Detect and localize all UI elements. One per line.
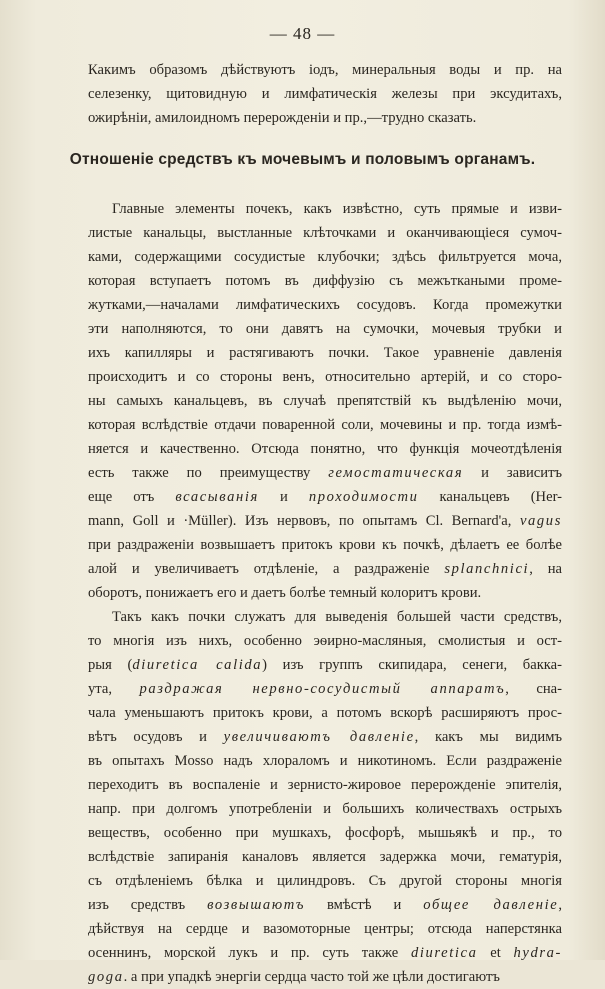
text-segment: няется и качественно. Отсюда понятно, что функція мочеотдѣленія	[88, 441, 562, 457]
text-segment: которая вслѣдствіе отдачи поваренной соли, мочевины и пр. тогда измѣ-	[88, 417, 562, 433]
text-segment: происходитъ и со стороны венъ, относительно артерій, и со сторо-	[88, 369, 562, 385]
text-segment: то многія изъ нихъ, особенно эѳирно-масляныя, смолистыя и ост-	[88, 633, 562, 649]
emphasized-text: splanchnici	[444, 561, 530, 577]
text-line	[88, 725, 562, 749]
text-segment: эти наполняются, то они давятъ на сумочки, мочевыя трубки и	[88, 321, 562, 337]
text-segment: въ опытахъ Mosso надъ хлораломъ и никотиномъ. Если раздраженіе	[88, 753, 562, 769]
text-line: ожирѣніи, амилоидномъ перерожденіи и пр.,—трудно сказать.	[88, 110, 477, 126]
text-segment: вмѣстѣ и	[305, 897, 424, 913]
text-line	[88, 437, 562, 461]
text-line: Какимъ образомъ дѣйствуютъ іодъ, минеральныя воды и пр. на	[88, 62, 562, 78]
text-segment: ) изъ группъ скипидара, сенеги, бакка-	[262, 657, 562, 673]
text-segment: ута,	[88, 681, 140, 697]
text-line	[88, 749, 562, 773]
text-line	[88, 461, 562, 485]
text-segment: et	[477, 945, 514, 961]
text-segment: осеннинъ, морской лукъ и пр. суть также	[88, 945, 411, 961]
text-line	[88, 773, 562, 797]
intro-paragraph	[88, 58, 562, 130]
body-text	[88, 197, 562, 989]
text-line	[88, 701, 562, 725]
text-line	[88, 317, 562, 341]
text-segment: Такъ какъ почки служатъ для выведенія большей части средствъ,	[112, 609, 562, 625]
text-segment: переходитъ въ воспаленіе и зернисто-жировое перерожденіе эпителія,	[88, 777, 562, 793]
text-segment: веществъ, особенно при мушкахъ, фосфорѣ, мышьякѣ и пр., то	[88, 825, 562, 841]
text-segment: канальцевъ (Her-	[418, 489, 562, 505]
text-line	[88, 221, 562, 245]
text-segment: mann, Goll и ·Müller). Изъ нервовъ, по опытамъ Cl. Bernard'a,	[88, 513, 520, 529]
text-segment: есть также по преимуществу	[88, 465, 329, 481]
emphasized-text: hydra-	[513, 945, 562, 961]
text-line	[88, 293, 562, 317]
emphasized-text: увеличиваютъ давленіе	[223, 729, 415, 745]
text-line	[88, 605, 562, 629]
text-segment: , сна-	[505, 681, 562, 697]
section-heading: Отношеніе средствъ къ мочевымъ и половымъ органамъ.	[69, 151, 536, 168]
text-segment: оборотъ, понижаетъ его и даетъ болѣе темный колоритъ крови.	[88, 585, 482, 601]
text-line	[88, 269, 562, 293]
text-line	[88, 677, 562, 701]
text-segment: еще отъ	[88, 489, 176, 505]
text-segment: . а при упадкѣ энергіи сердца часто той же цѣли достигаютъ	[123, 969, 500, 985]
text-segment: напр. при долгомъ употребленіи и большихъ количествахъ острыхъ	[88, 801, 562, 817]
text-segment: ,	[558, 897, 562, 913]
text-segment: Главные элементы почекъ, какъ извѣстно, суть прямые и изви-	[112, 201, 562, 217]
text-segment: дѣйствуя на сердце и вазомоторные центры; отсюда наперстянка	[88, 921, 562, 937]
text-segment: чала уменьшаютъ притокъ крови, а потомъ вскорѣ расширяютъ прос-	[88, 705, 562, 721]
text-line	[88, 893, 562, 917]
text-segment: которая вступаетъ потомъ въ диффузію съ межъткаными проме-	[88, 273, 562, 289]
text-line	[88, 509, 562, 533]
text-line	[88, 533, 562, 557]
text-line	[88, 485, 562, 509]
text-line	[88, 965, 562, 989]
text-segment: , какъ мы видимъ	[414, 729, 562, 745]
emphasized-text: goga	[88, 969, 124, 985]
text-line	[88, 413, 562, 437]
text-segment: ны самыхъ канальцевъ, въ случаѣ препятствій къ выдѣленію мочи,	[88, 393, 562, 409]
text-line	[88, 245, 562, 269]
text-line	[88, 653, 562, 677]
emphasized-text: гемостатическая	[328, 465, 464, 481]
text-segment: рыя (	[88, 657, 133, 673]
text-line	[88, 341, 562, 365]
text-line	[88, 629, 562, 653]
emphasized-text: общее давленіе	[423, 897, 559, 913]
emphasized-text: vagus	[519, 513, 562, 529]
emphasized-text: всасыванія	[175, 489, 259, 505]
text-line	[88, 365, 562, 389]
emphasized-text: раздражая нервно-сосудистый аппаратъ	[139, 681, 506, 697]
page-number: — 48 —	[269, 24, 336, 43]
text-segment: алой и увеличиваетъ отдѣленіе, а раздраженіе	[88, 561, 445, 577]
text-line	[88, 581, 562, 605]
text-line: селезенку, щитовидную и лимфатическія железы при эксудитахъ,	[88, 86, 562, 102]
text-segment: вслѣдствіе запиранія каналовъ является задержка мочи, гематурія,	[88, 849, 562, 865]
text-line	[88, 869, 562, 893]
text-line	[88, 845, 562, 869]
text-segment: листые канальцы, выстланные клѣточками и оканчивающіеся сумоч-	[88, 225, 562, 241]
text-line	[88, 821, 562, 845]
text-line	[88, 941, 562, 965]
text-line	[88, 557, 562, 581]
text-segment: , на	[529, 561, 562, 577]
text-segment: вѣтъ осудовъ и	[88, 729, 224, 745]
emphasized-text: diuretica	[410, 945, 478, 961]
text-segment: при раздраженіи возвышаетъ притокъ крови къ почкѣ, дѣлаетъ ее болѣе	[88, 537, 562, 553]
text-segment: ихъ капилляры и растягиваютъ почки. Такое уравненіе давленія	[88, 345, 562, 361]
text-segment: и зависитъ	[463, 465, 562, 481]
text-segment: съ отдѣленіемъ бѣлка и цилиндровъ. Съ другой стороны многія	[88, 873, 562, 889]
emphasized-text: возвышаютъ	[207, 897, 306, 913]
text-segment: жутками,—началами лимфатическихъ сосудовъ. Когда промежутки	[88, 297, 562, 313]
text-line	[88, 197, 562, 221]
text-line	[88, 917, 562, 941]
text-segment: изъ средствъ	[88, 897, 208, 913]
text-segment: ками, содержащими сосудистые клубочки; здѣсь фильтруется моча,	[88, 249, 562, 265]
emphasized-text: diuretica calida	[132, 657, 263, 673]
text-line	[88, 389, 562, 413]
text-line	[88, 797, 562, 821]
emphasized-text: проходимости	[308, 489, 419, 505]
text-segment: и	[258, 489, 309, 505]
